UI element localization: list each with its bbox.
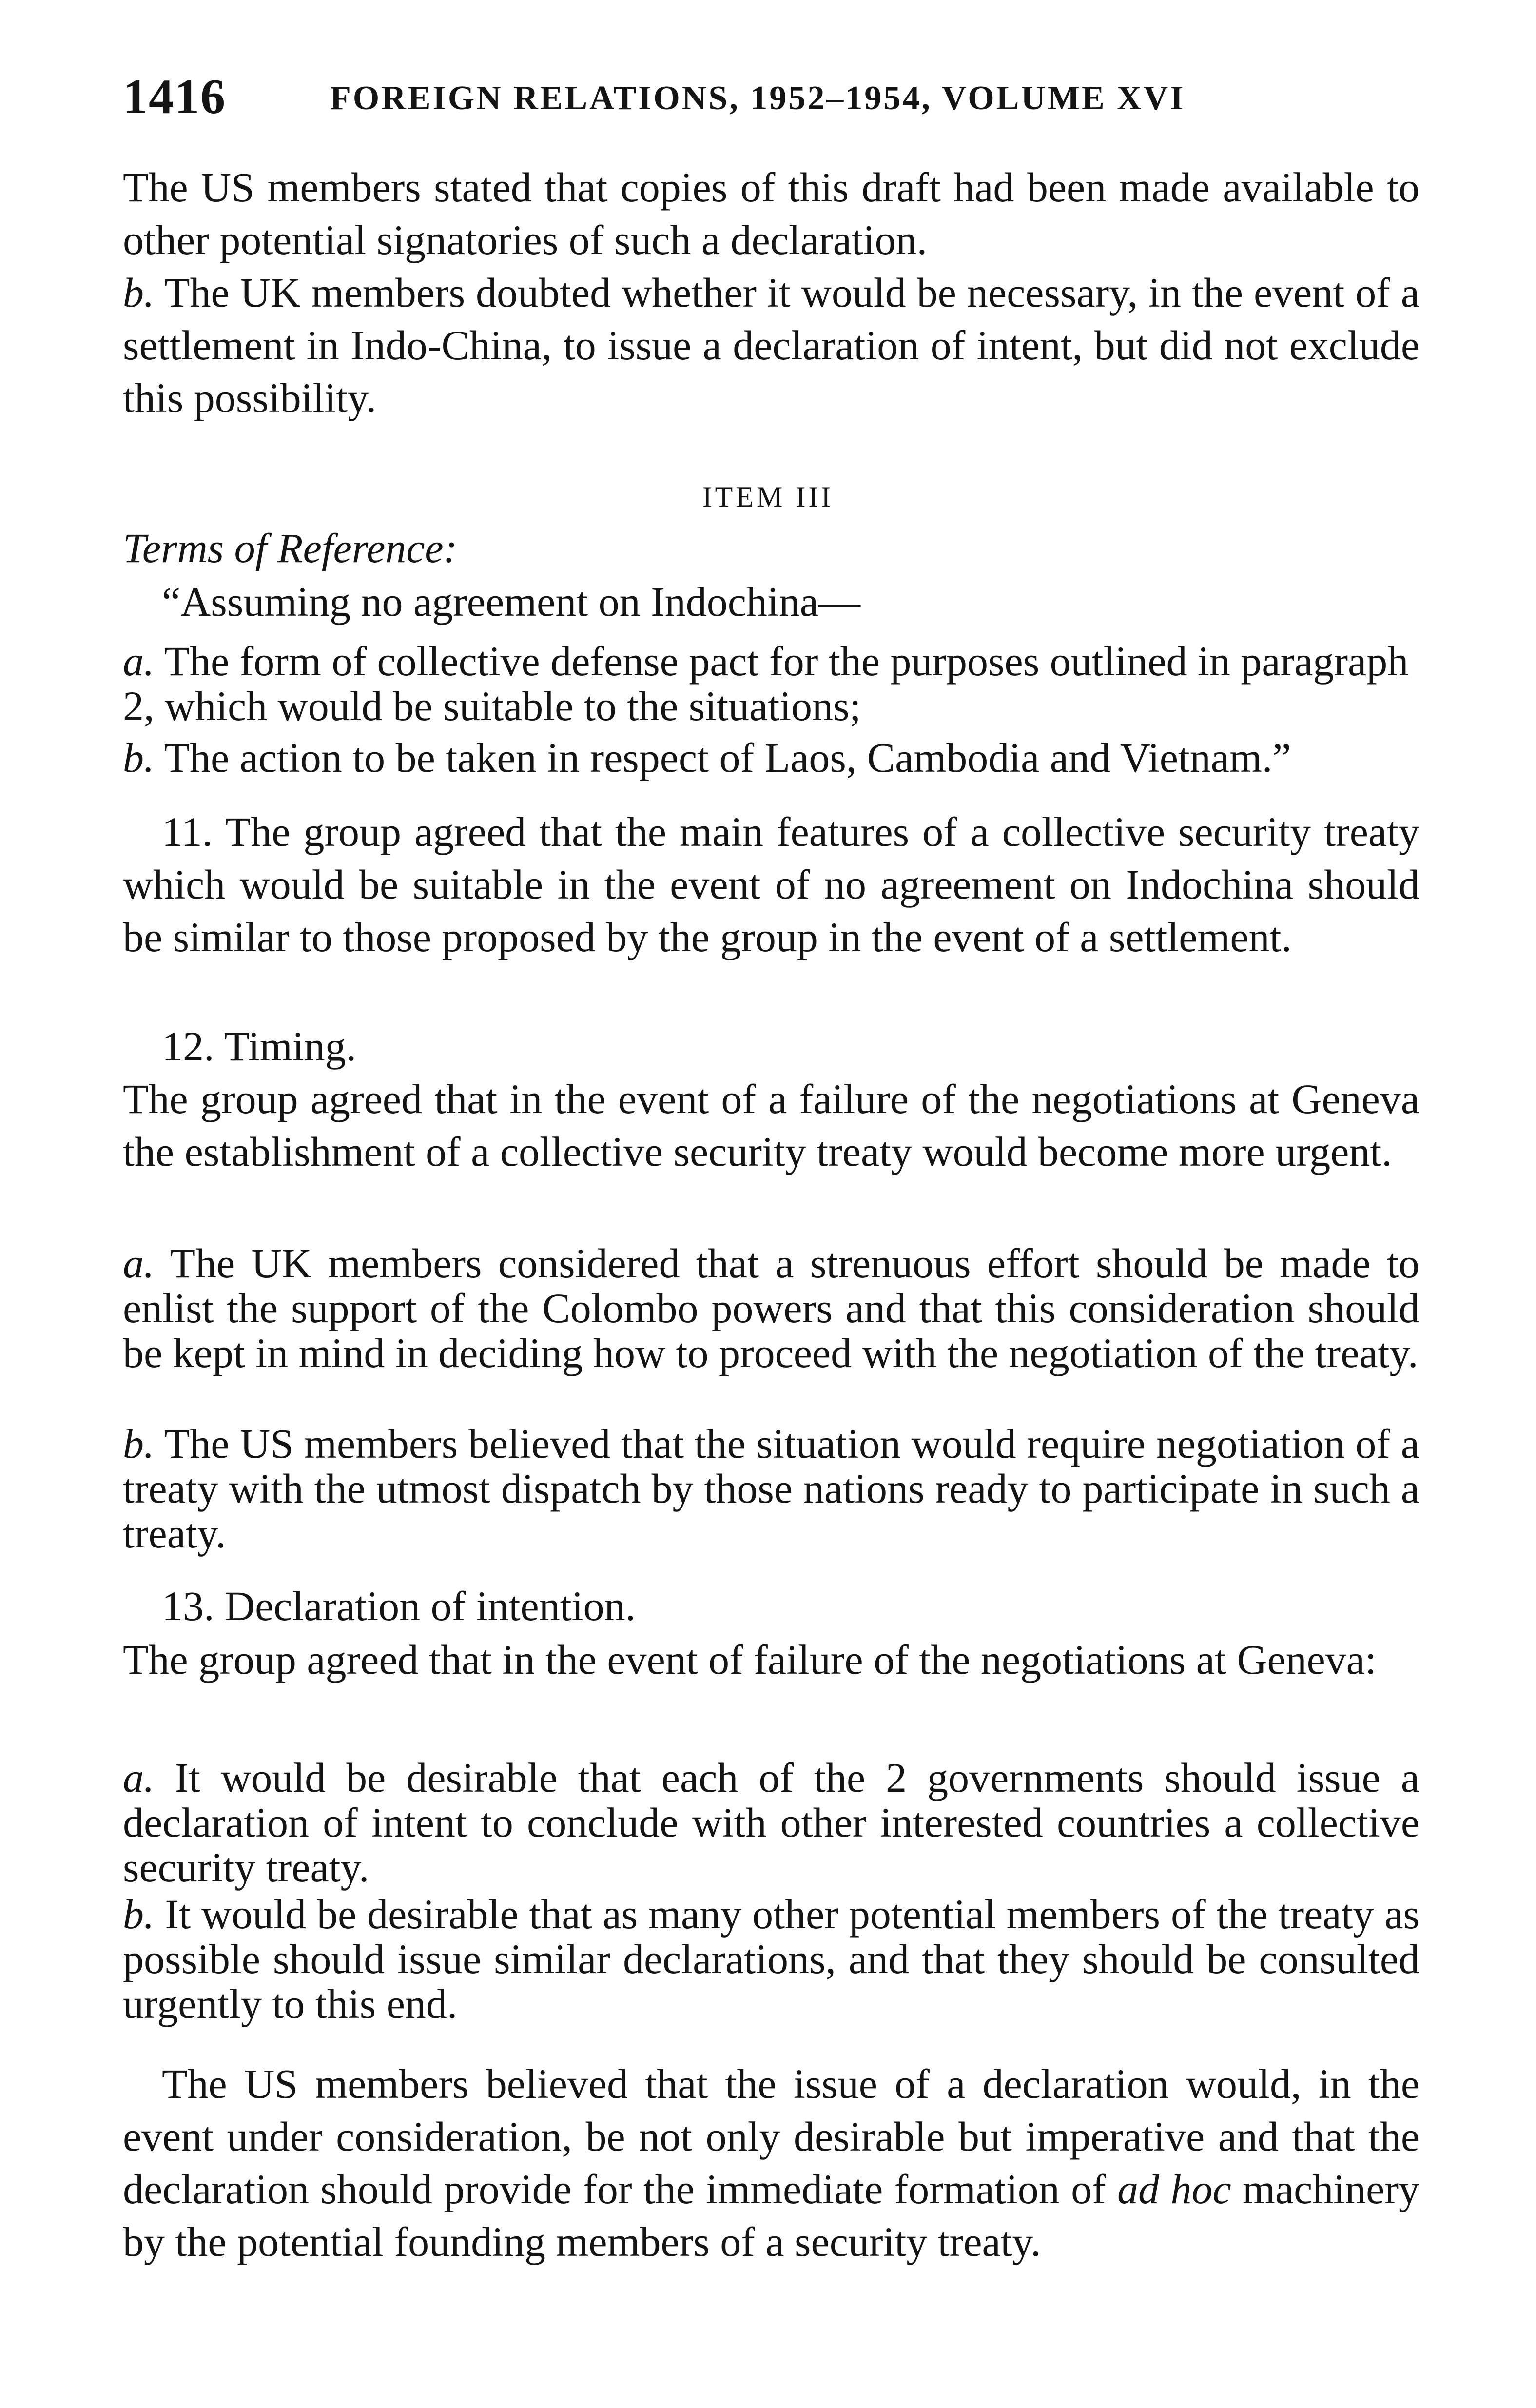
paragraph-12-b: b. The US members believed that the situation would require negotiation of a treaty with the utmost dispatch by those nations ready to participate in such a treaty. [123, 1420, 1419, 1557]
paragraph-12-a: a. The UK members considered that a strenuous effort should be made to enlist the support of the Colombo powers and that this consideration should be kept in mind in deciding how to proceed with the negotiation of the treaty. [123, 1240, 1419, 1376]
paragraph-13-title: 13. Declaration of intention. [162, 1583, 636, 1629]
running-header [123, 68, 1419, 127]
running-title: FOREIGN RELATIONS, 1952–1954, VOLUME XVI [330, 79, 1186, 117]
paragraph-11: 11. The group agreed that the main features of a collective security treaty which would be suitable in the event of no agreement on Indochina should be similar to those proposed by the group in the event of a settlement. [123, 808, 1419, 960]
terms-of-reference-label: Terms of Reference: [123, 525, 458, 571]
paragraph-13-a: a. It would be desirable that each of the 2 governments should issue a declaration of intent to conclude with other interested countries a collective security treaty. [123, 1754, 1420, 1891]
latin-phrase: ad hoc [1117, 2166, 1231, 2212]
paragraph-final: The US members believed that the issue of a declaration would, in the event under consideration, be not only desirable but imperative and that the declaration should provide for the immediate formation of ad hoc machinery by the potential founding members of a security treaty. [123, 2060, 1419, 2265]
paragraph-13-b: b. It would be desirable that as many other potential members of the treaty as possible should issue similar declarations, and that they should be consulted urgently to this end. [123, 1891, 1420, 2027]
quote-intro: “Assuming no agreement on Indochina— [162, 578, 860, 625]
paragraph-13-text: The group agreed that in the event of failure of the negotiations at Geneva: [123, 1636, 1377, 1683]
quote-item-a: a. The form of collective defense pact for the purposes outlined in paragraph 2, which would be suitable to the situations; [123, 638, 1409, 729]
item-heading: ITEM III [702, 481, 834, 513]
paragraph-draft-copies: The US members stated that copies of this draft had been made available to other potential signatories of such a declaration. [123, 164, 1419, 263]
page-number: 1416 [123, 69, 226, 124]
paragraph-uk-doubt: b. The UK members doubted whether it would be necessary, in the event of a settlement in Indo-China, to issue a declaration of intent, but did not exclude this possibility. [123, 269, 1419, 421]
paragraph-12-text: The group agreed that in the event of a failure of the negotiations at Geneva the establishment of a collective security treaty would become more urgent. [123, 1076, 1419, 1175]
paragraph-12-title: 12. Timing. [162, 1023, 357, 1070]
quote-item-b: b. The action to be taken in respect of Laos, Cambodia and Vietnam.” [123, 734, 1291, 781]
item-letter: b. [123, 269, 155, 316]
